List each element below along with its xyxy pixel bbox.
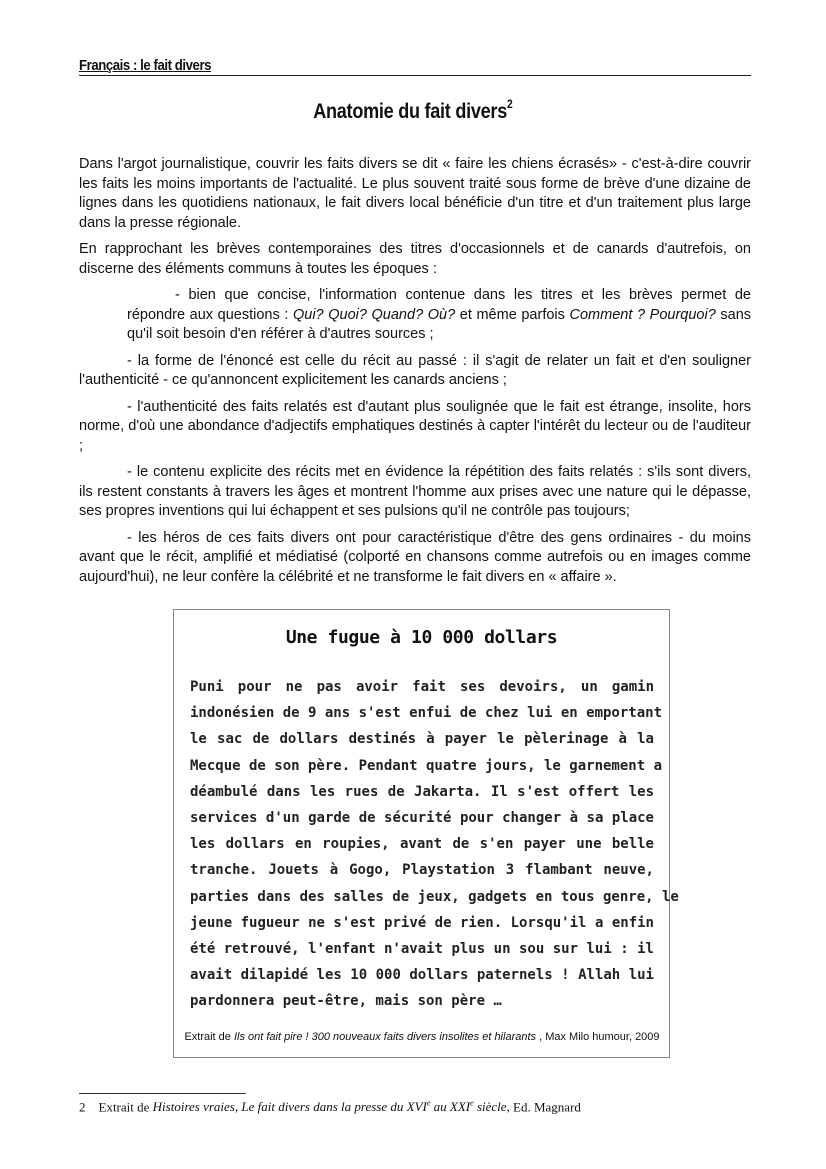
box-text-line: les dollars en roupies, avant de s'en payer une belle (190, 836, 654, 853)
footnote-number: 2 (79, 1099, 86, 1115)
box-text-line: tranche. Jouets à Gogo, Playstation 3 flambant neuve, (190, 862, 654, 879)
paragraph-elements: En rapprochant les brèves contemporaines des titres d'occasionnels et de canards d'autrefois, on discerne des éléments communs à toutes les époques : (79, 241, 751, 277)
box-text (190, 674, 679, 1015)
news-brief-box (173, 609, 679, 1058)
box-text-line: indonésien de 9 ans s'est enfui de chez lui en emportant (190, 705, 663, 722)
bullet-authenticite: - l'authenticité des faits relatés est d'autant plus soulignée que le fait est étrange, insolite, hors norme, d'où une abondance d'adjectifs emphatiques destinés à capter l'intérêt du lecteur ou de l'auditeur ; (79, 398, 751, 454)
header-title: Français : le fait divers (79, 57, 212, 74)
box-text-line: Puni pour ne pas avoir fait ses devoirs, un gamin (190, 679, 654, 695)
bullet-recit-passe: - la forme de l'énoncé est celle du récit au passé : il s'agit de relater un fait et d'en souligner l'authenticité - ce qu'annoncent explicitement les canards anciens ; (79, 352, 751, 388)
footnote: 2 Extrait de Histoires vraies, Le fait divers dans la presse du XVIe au XXIe siècle, Ed. Magnard (79, 1099, 581, 1115)
box-caption: Extrait de Ils ont fait pire ! 300 nouveaux faits divers insolites et hilarants , Max Milo humour, 2009 (184, 1031, 660, 1043)
box-text-line: été retrouvé, l'enfant n'avait plus un sou sur lui : il (190, 941, 654, 958)
box-text-line: le sac de dollars destinés à payer le pèlerinage à la (190, 731, 654, 748)
box-text-line: parties dans des salles de jeux, gadgets en tous genre, le (190, 888, 679, 905)
box-text-line: avait dilapidé les 10 000 dollars paternels ! Allah lui (190, 967, 654, 984)
box-title: Une fugue à 10 000 dollars (285, 627, 558, 648)
footnote-reference[interactable]: 2 (507, 97, 513, 111)
box-text-line: jeune fugueur ne s'est privé de rien. Lorsqu'il a enfin (190, 914, 654, 931)
footnote-divider (79, 1093, 246, 1094)
bullet-heros: - les héros de ces faits divers ont pour caractéristique d'être des gens ordinaires - du moins avant que le récit, amplifié et médiatisé (colporté en chansons comme autrefois ou en images comme aujourd'hui), ne leur confère la célébrité et ne transforme le fait divers en « affaire ». (79, 529, 751, 585)
box-text-line: déambulé dans les rues de Jakarta. Il s'est offert les (190, 783, 654, 800)
title-text: Anatomie du fait divers (313, 100, 508, 123)
box-text-line: pardonnera peut-être, mais son père … (190, 993, 502, 1010)
box-text-line: services d'un garde de sécurité pour changer à sa place (190, 810, 654, 827)
paragraph-intro: Dans l'argot journalistique, couvrir les faits divers se dit « faire les chiens écrasés» - c'est-à-dire couvrir les faits les moins importants de l'actualité. Le plus souvent traité sous forme de brève d'une dizaine de lignes dans les quotidiens nationaux, le fait divers local bénéficie d'un titre et d'un traitement plus large dans la presse régionale. (79, 156, 751, 231)
page-title (0, 97, 826, 124)
article-body (79, 155, 751, 594)
box-text-line: Mecque de son père. Pendant quatre jours, le garnement a (190, 757, 663, 774)
bullet-concision: - bien que concise, l'information contenue dans les titres et les brèves permet de répondre aux questions : Qui? Quoi? Quand? Où? et même parfois Comment ? Pourquoi? sans qu'il soit besoin d'en référer à d'autres sources ; (127, 287, 752, 342)
page-header (79, 57, 751, 76)
bullet-repetition: - le contenu explicite des récits met en évidence la répétition des faits relatés : s'ils sont divers, ils restent constants à travers les âges et montrent l'homme aux prises avec une nature qui le dépasse, ses propres inventions qui lui échappent et ses pulsions qu'il ne contrôle pas toujours; (79, 464, 751, 519)
